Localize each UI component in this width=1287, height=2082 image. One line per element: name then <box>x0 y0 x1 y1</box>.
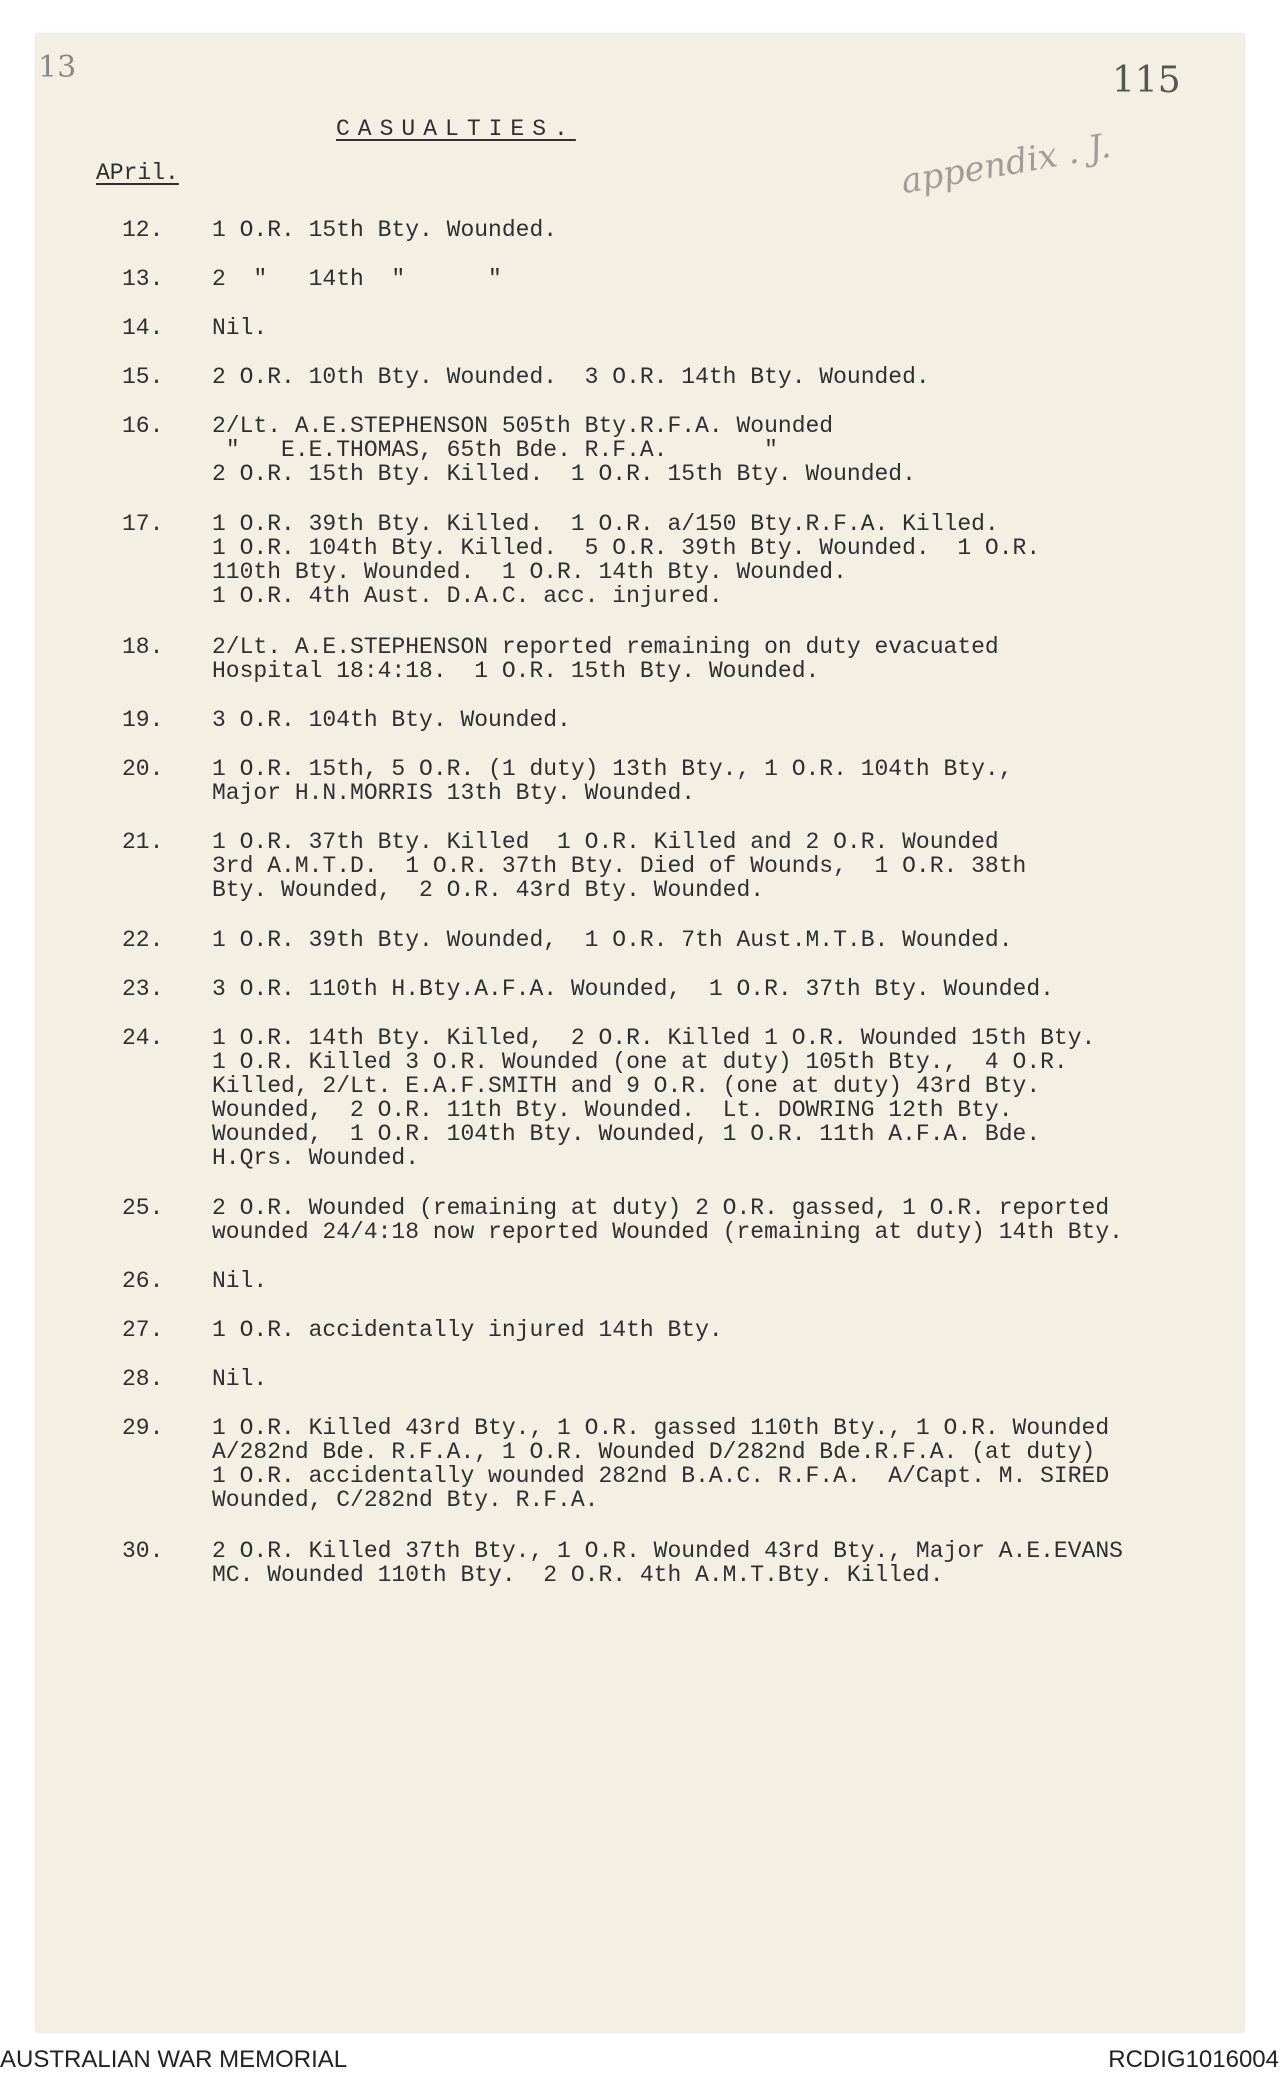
entry-text: 2 O.R. 10th Bty. Wounded. 3 O.R. 14th Bty. Wounded. <box>212 364 930 390</box>
entry-text: 3 O.R. 110th H.Bty.A.F.A. Wounded, 1 O.R. 37th Bty. Wounded. <box>212 976 1054 1002</box>
page-number: 115 <box>1112 60 1181 101</box>
entry-text: Nil. <box>212 315 268 341</box>
entry-text: 3 O.R. 104th Bty. Wounded. <box>212 707 571 733</box>
entry-day: 25. <box>122 1195 164 1221</box>
entry-day: 29. <box>122 1415 164 1441</box>
entry-text: 2/Lt. A.E.STEPHENSON reported remaining on duty evacuated Hospital 18:4:18. 1 O.R. 15th Bty. Wounded. <box>212 634 999 684</box>
footer-institution: AUSTRALIAN WAR MEMORIAL <box>0 2046 348 2073</box>
entry-text: 1 O.R. 37th Bty. Killed 1 O.R. Killed and 2 O.R. Wounded 3rd A.M.T.D. 1 O.R. 37th Bty. Died of Wounds, 1 O.R. 38th Bty. Wounded, 2 O.R. 43rd Bty. Wounded. <box>212 829 1027 903</box>
entry-text: 1 O.R. Killed 43rd Bty., 1 O.R. gassed 110th Bty., 1 O.R. Wounded A/282nd Bde. R.F.A., 1 O.R. Wounded D/282nd Bde.R.F.A. (at duty) 1 O.R. accidentally wounded 282nd B.A.C. R.F.A. A/Capt. M. SIRED Wounded, C/282nd Bty. R.F.A. <box>212 1415 1110 1513</box>
entry-day: 27. <box>122 1317 164 1343</box>
entry-day: 20. <box>122 756 164 782</box>
entry-day: 21. <box>122 829 164 855</box>
corner-mark: 13 <box>38 50 77 85</box>
entry-text: 1 O.R. 39th Bty. Wounded, 1 O.R. 7th Aust.M.T.B. Wounded. <box>212 927 1013 953</box>
document-title: CASUALTIES. <box>336 116 576 142</box>
entry-day: 12. <box>122 217 164 243</box>
entry-text: 1 O.R. accidentally injured 14th Bty. <box>212 1317 723 1343</box>
entry-day: 14. <box>122 315 164 341</box>
entry-text: 2 O.R. Killed 37th Bty., 1 O.R. Wounded 43rd Bty., Major A.E.EVANS MC. Wounded 110th Bty. 2 O.R. 4th A.M.T.Bty. Killed. <box>212 1538 1123 1588</box>
entry-text: 1 O.R. 14th Bty. Killed, 2 O.R. Killed 1 O.R. Wounded 15th Bty. 1 O.R. Killed 3 O.R. Wounded (one at duty) 105th Bty., 4 O.R. Killed, 2/Lt. E.A.F.SMITH and 9 O.R. (one at duty) 43rd Bty. Wounded, 2 O.R. 11th Bty. Wounded. Lt. DOWRING 12th Bty. Wounded, 1 O.R. 104th Bty. Wounded, 1 O.R. 11th A.F.A. Bde. H.Qrs. Wounded. <box>212 1025 1096 1171</box>
entry-text: 1 O.R. 15th, 5 O.R. (1 duty) 13th Bty., 1 O.R. 104th Bty., Major H.N.MORRIS 13th Bty. Wounded. <box>212 756 1013 806</box>
entry-text: Nil. <box>212 1268 268 1294</box>
entry-day: 18. <box>122 634 164 660</box>
entry-day: 19. <box>122 707 164 733</box>
entry-day: 17. <box>122 511 164 537</box>
month-label: APril. <box>96 160 179 186</box>
entry-day: 24. <box>122 1025 164 1051</box>
entry-day: 28. <box>122 1366 164 1392</box>
document-page <box>36 34 1244 2032</box>
entry-day: 23. <box>122 976 164 1002</box>
entry-text: Nil. <box>212 1366 268 1392</box>
entry-text: 2/Lt. A.E.STEPHENSON 505th Bty.R.F.A. Wounded " E.E.THOMAS, 65th Bde. R.F.A. " 2 O.R. 15th Bty. Killed. 1 O.R. 15th Bty. Wounded. <box>212 413 916 487</box>
entry-day: 16. <box>122 413 164 439</box>
footer-record-id: RCDIG1016004 <box>1108 2046 1279 2073</box>
entry-day: 30. <box>122 1538 164 1564</box>
entry-day: 22. <box>122 927 164 953</box>
handwritten-appendix-note: appendix . J. <box>898 125 1114 203</box>
entry-day: 26. <box>122 1268 164 1294</box>
entry-text: 2 " 14th " " <box>212 266 502 292</box>
entry-text: 1 O.R. 39th Bty. Killed. 1 O.R. a/150 Bty.R.F.A. Killed. 1 O.R. 104th Bty. Killed. 5 O.R. 39th Bty. Wounded. 1 O.R. 110th Bty. Wounded. 1 O.R. 14th Bty. Wounded. 1 O.R. 4th Aust. D.A.C. acc. injured. <box>212 511 1041 609</box>
entry-day: 13. <box>122 266 164 292</box>
entry-text: 2 O.R. Wounded (remaining at duty) 2 O.R. gassed, 1 O.R. reported wounded 24/4:18 now reported Wounded (remaining at duty) 14th Bty. <box>212 1195 1123 1245</box>
entry-day: 15. <box>122 364 164 390</box>
entry-text: 1 O.R. 15th Bty. Wounded. <box>212 217 558 243</box>
